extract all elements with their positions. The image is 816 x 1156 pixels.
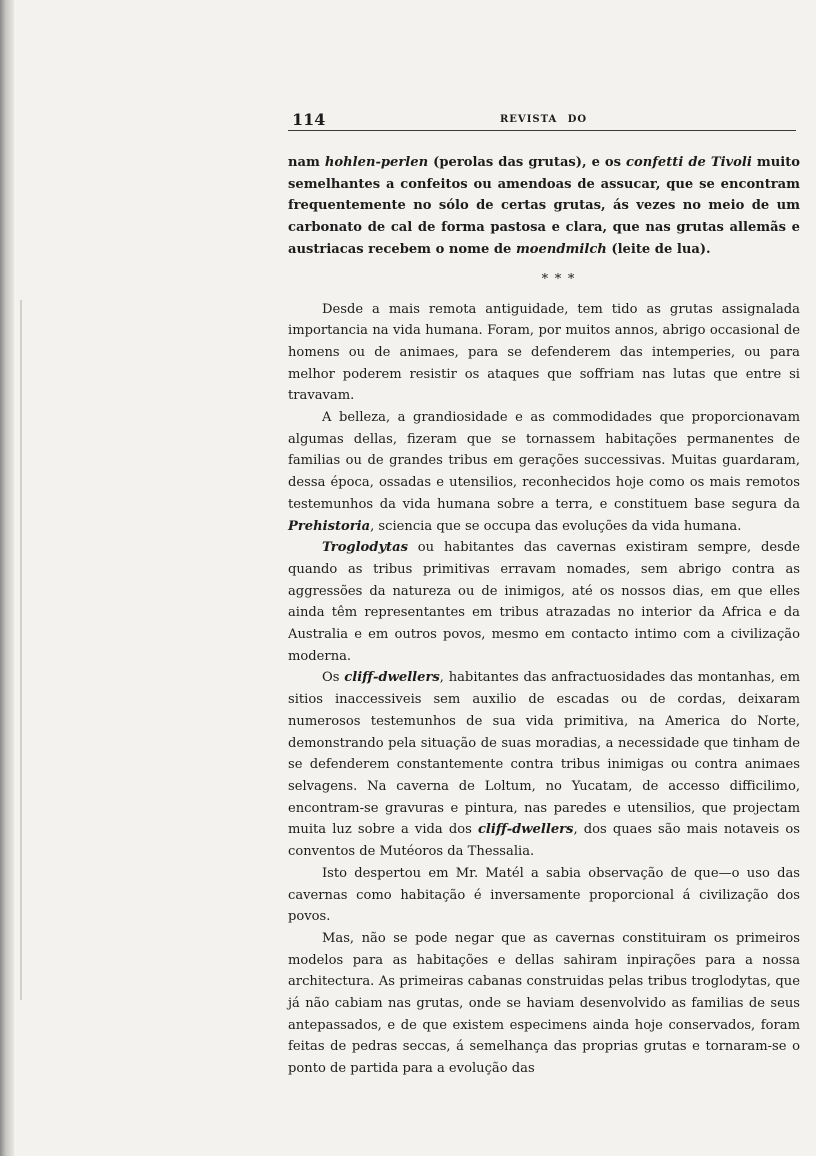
text-run: Os (322, 670, 345, 686)
page-crease (20, 300, 22, 1000)
page-binding-edge (0, 0, 14, 1156)
text-run: A belleza, a grandiosidade e as commodidades que proporcionavam algumas dellas, fizeram que se tornassem habitações permanentes de familias ou de grandes tribus em gerações successivas. Muitas guardaram, dessa época, ossadas e utensilios, reconhecidos hoje como os mais remotos testemunhos da vida humana sobre a terra, e constituem base segura da (288, 410, 800, 512)
text-run: nam (288, 155, 325, 170)
section-ornament: * * * (541, 271, 577, 287)
paragraph (288, 407, 800, 537)
text-run: Isto despertou em Mr. Matél a sabia observação de que—o uso das cavernas como habitação é inversamente proporcional á civilização dos povos. (288, 865, 800, 925)
page-header (288, 100, 808, 130)
text-run: Desde a mais remota antiguidade, tem tido as grutas assignalada importancia na vida humana. Foram, por muitos annos, abrigo occasional de homens ou de animaes, para se defenderem das intemperies, ou para melhor poderem resistir os ataques que soffriam nas lutas que entre si travavam. (288, 301, 800, 404)
paragraph (288, 928, 800, 1080)
text-run: (perolas das grutas), e os (428, 155, 627, 170)
book-page (288, 100, 808, 1077)
paragraph (288, 299, 800, 408)
paragraph (288, 537, 800, 667)
running-head: REVISTA DO (500, 114, 588, 125)
italic-term: moendmilch (515, 241, 607, 257)
paragraph-continuation (288, 152, 800, 261)
text-run: muito semelhantes a confeitos ou amendoas de assucar, que se encontram frequentemente no sólo de certas grutas, ás vezes no meio de um carbonato de cal de forma pastosa e clara, que nas grutas allemãs e austriacas recebem o nome de (288, 155, 800, 257)
italic-term: cliff-dwellers (477, 822, 574, 838)
header-rule (288, 130, 796, 131)
paragraph (288, 863, 800, 928)
text-run: (leite de lua). (606, 241, 711, 257)
italic-term: confetti de Tivoli (626, 155, 752, 170)
body-text (288, 152, 800, 1080)
italic-term: Troglodytas (322, 540, 408, 556)
text-run: , habitantes das anfractuosidades das montanhas, em sitios inaccessiveis sem auxilio de escadas ou de cordas, deixaram numerosos testemunhos de sua vida primitiva, na America do Norte, demonstrando pela situação de suas moradias, a necessidade que tinham de se defenderem constantemente contra tribus inimigas ou contra animaes selvagens. Na caverna de Loltum, no Yucatam, de accesso difficilimo, encontram-se gravuras e pintura, nas paredes e utensilios, que projectam muita luz sobre a vida dos (288, 670, 800, 838)
page-number: 114 (292, 110, 326, 129)
italic-term: hohlen-perlen (324, 155, 429, 170)
italic-term: cliff-dwellers (344, 670, 440, 686)
text-run: ou habitantes das cavernas existiram sempre, desde quando as tribus primitivas erravam nomades, sem abrigo contra as aggressões da natureza ou de inimigos, até os nossos dias, em que elles ainda têm representantes em tribus atrazadas no interior da Africa e da Australia e em outros povos, mesmo em contacto intimo com a civilização moderna. (288, 540, 800, 664)
text-run: Mas, não se pode negar que as cavernas constituiram os primeiros modelos para as habitações e dellas sahiram inpirações para a nossa architectura. As primeiras cabanas construidas pelas tribus troglodytas, que já não cabiam nas grutas, onde se haviam desenvolvido as familias de seus antepassados, e de que existem especimens ainda hoje conservados, foram feitas de pedras seccas, á semelhança das proprias grutas e tornaram-se o ponto de partida para a evolução das (288, 930, 800, 1077)
paragraph (288, 667, 800, 862)
text-run: , sciencia que se occupa das evoluções da vida humana. (370, 518, 742, 534)
italic-term: Prehistoria (288, 518, 371, 534)
text-run: , dos quaes são mais notaveis os conventos de Mutéoros da Thessalia. (288, 822, 800, 860)
